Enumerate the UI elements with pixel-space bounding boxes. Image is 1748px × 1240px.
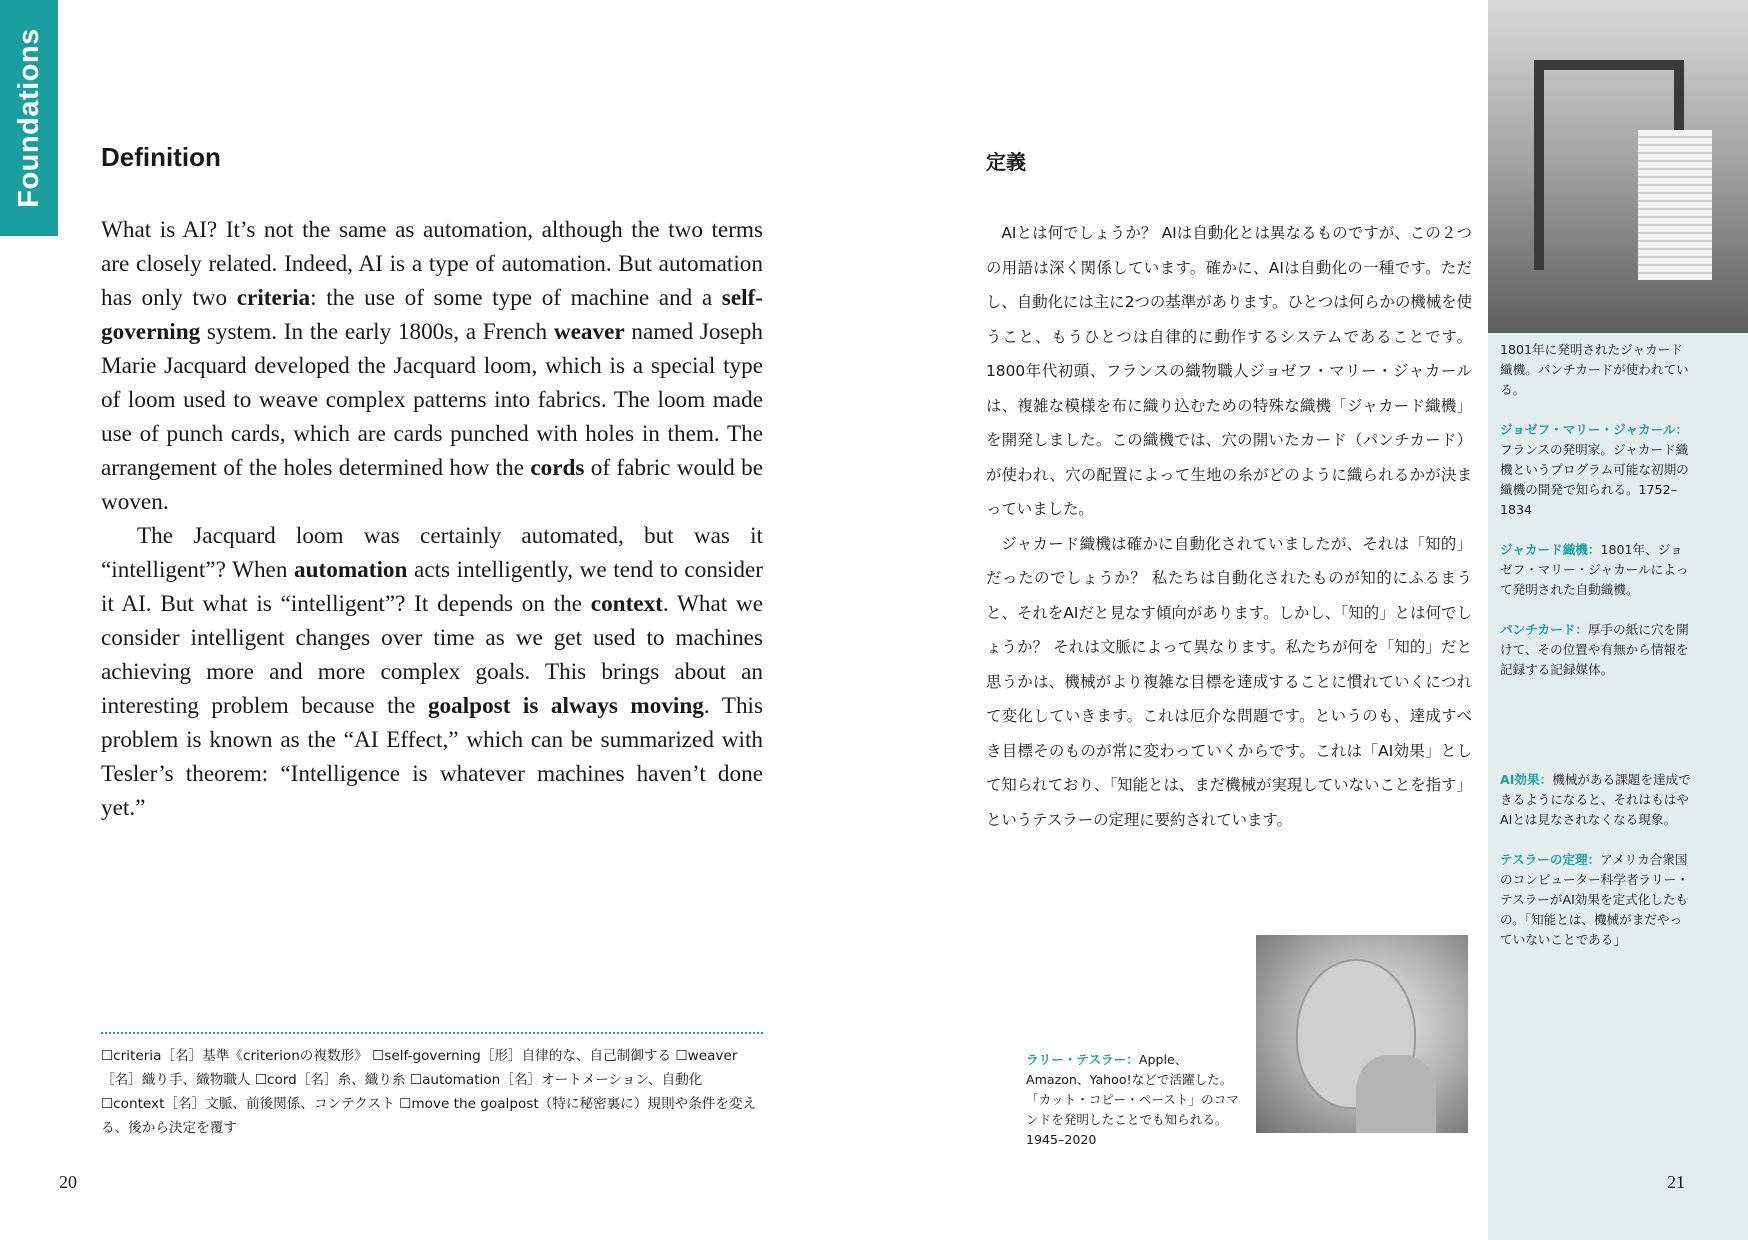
key-term: cords (530, 455, 585, 481)
glossary-definition: アメリカ合衆国のコンピューター科学者ラリー・テスラーがAI効果を定式化したもの。「知能とは、機械がまだやっていないことである」 (1500, 852, 1689, 947)
tesler-caption (1026, 1050, 1248, 1150)
page-number-right: 21 (1667, 1172, 1685, 1192)
text-run: of fabric would be woven. (101, 455, 763, 515)
glossary-definition: 1801年、ジョゼフ・マリー・ジャカールによって発明された自動織機。 (1500, 542, 1689, 597)
glossary-note (1500, 540, 1693, 600)
text-run: What is AI? It’s not the same as automation, although the two terms are closely related. Indeed, AI is a type of automation. But automation has only two (101, 217, 763, 311)
text-run: system. In the early 1800s, a French (200, 319, 554, 345)
key-term: context (590, 591, 663, 617)
section-tab-label: Foundations (12, 28, 45, 208)
key-term: goalpost is always moving (427, 693, 704, 719)
key-term: weaver (553, 319, 625, 345)
key-term: automation (294, 557, 408, 583)
glossary-note (1500, 850, 1693, 950)
glossary-note (1500, 770, 1693, 830)
glossary-note (1500, 420, 1693, 520)
loom-caption: 1801年に発明されたジャカード織機。パンチカードが使われている。 (1500, 342, 1689, 397)
page-title: Definition (101, 142, 221, 172)
section-tab (0, 0, 58, 236)
glossary-term: ジャカード織機： (1500, 542, 1601, 557)
english-paragraph-2 (101, 519, 763, 825)
vocab-divider (101, 1032, 763, 1034)
sidebar-spacer (1500, 700, 1693, 770)
glossary-note (1500, 620, 1693, 680)
key-term: self-governing (101, 285, 763, 345)
japanese-title: 定義 (986, 150, 1026, 174)
glossary-term: ジョゼフ・マリー・ジャカール： (1500, 422, 1689, 437)
english-body (101, 213, 763, 825)
glossary-definition: 厚手の紙に穴を開けて、その位置や有無から情報を記録する記録媒体。 (1500, 622, 1689, 677)
glossary-definition: 機械がある課題を達成できるようになると、それはもはやAIとは見なされなくなる現象。 (1500, 772, 1691, 827)
glossary-term: パンチカード： (1500, 622, 1588, 637)
glossary-definition: フランスの発明家。ジャカード織機というプログラム可能な初期の織機の開発で知られる。1752–1834 (1500, 442, 1689, 517)
sidebar-notes (1500, 340, 1693, 970)
tesler-caption-term: ラリー・テスラー： (1026, 1052, 1139, 1067)
punch-cards-shape (1638, 130, 1712, 280)
page-number-left: 20 (59, 1172, 77, 1192)
english-paragraph-1 (101, 213, 763, 519)
key-term: criteria (236, 285, 311, 311)
text-run: : the use of some type of machine and a (310, 285, 722, 311)
glossary-term: テスラーの定理： (1500, 852, 1601, 867)
tesler-photo (1256, 935, 1468, 1133)
japanese-paragraph-2: ジャカード織機は確かに自動化されていましたが、それは「知的」だったのでしょうか？ 私たちは自動化されたものが知的にふるまうと、それをAIだと見なす傾向があります。しかし、「知的」とは何でしょうか？ それは文脈によって異なります。私たちが何を「知的」だと思うかは、機械がより複雑な目標を達成することに慣れていくにつれて変化していきます。これは厄介な問題です。というのも、達成すべき目標そのものが常に変わっていくからです。これは「AI効果」として知られており、「知能とは、まだ機械が実現していないことを指す」というテスラーの定理に要約されています。 (986, 534, 1472, 829)
text-run: The Jacquard loom was certainly automated, but was it “intelligent”? When (101, 523, 763, 583)
text-run: named Joseph Marie Jacquard developed the Jacquard loom, which is a special type of loom used to weave complex patterns into fabrics. The loom made use of punch cards, which are cards punched with holes in them. The arrangement of the holes determined how the (101, 319, 763, 481)
japanese-paragraph-1: AIとは何でしょうか？ AIは自動化とは異なるものですが、この２つの用語は深く関係しています。確かに、AIは自動化の一種です。ただし、自動化には主に2つの基準があります。ひとつは何らかの機械を使うこと、もうひとつは自律的に動作するシステムであることです。1800年代初頭、フランスの織物職人ジョゼフ・マリー・ジャカールは、複雑な模様を布に織り込むための特殊な織機「ジャカード織機」を開発しました。この織機では、穴の開いたカード（パンチカード）が使われ、穴の配置によって生地の糸がどのように織られるかが決まっていました。 (986, 224, 1472, 518)
text-run: . This problem is known as the “AI Effect,” which can be summarized with Tesler’s theorem: “Intelligence is whatever machines haven’t done yet.” (101, 693, 763, 821)
text-run: . What we consider intelligent changes over time as we get used to machines achieving more and more complex goals. This brings about an interesting problem because the (101, 591, 763, 719)
jacquard-loom-photo (1488, 0, 1748, 333)
vocab-list: ☐criteria［名］基準《criterionの複数形》 ☐self-governing［形］自律的な、自己制御する ☐weaver［名］織り手、織物職人 ☐cord［名］糸、織り糸 ☐automation［名］オートメーション、自動化 ☐context［名］文脈、前後関係、コンテクスト ☐move the goalpost（特に秘密裏に）規則や条件を変える、後から決定を覆す (101, 1048, 757, 1136)
japanese-body (986, 216, 1472, 837)
tesler-hand-shape (1356, 1055, 1436, 1133)
text-run: acts intelligently, we tend to consider it AI. But what is “intelligent”? It depends on the (101, 557, 763, 617)
glossary-term: AI効果： (1500, 772, 1553, 787)
tesler-caption-text: Apple、Amazon、Yahoo!などで活躍した。「カット・コピー・ペースト」のコマンドを発明したことでも知られる。1945–2020 (1026, 1052, 1239, 1147)
